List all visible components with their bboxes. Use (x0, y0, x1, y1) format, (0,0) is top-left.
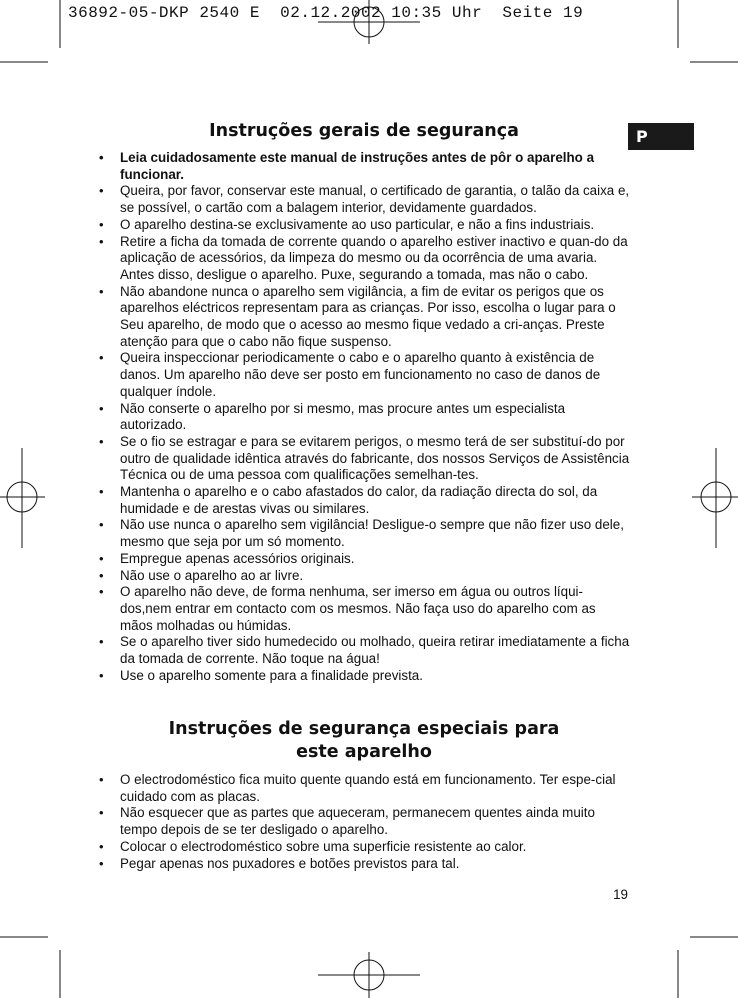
registration-mark-left (0, 448, 45, 548)
special-safety-list (120, 772, 630, 872)
section-title-general-safety: Instruções gerais de segurança (209, 121, 519, 141)
list-item: • Queira inspeccionar periodicamente o cabo e o aparelho quanto à existência de danos. Um aparelho não deve ser posto em funcionamento no caso de danos de qualquer índole. (120, 350, 630, 400)
list-item: • Empregue apenas acessórios originais. (120, 551, 630, 568)
list-item: • Se o fio se estragar e para se evitarem perigos, o mesmo terá de ser substituí-do por outro de qualidade idêntica através do fabricante, dos nossos Serviços de Assistência Técnica ou de uma pessoa com qualificações semelhan-tes. (120, 434, 630, 484)
section-title-special-safety (110, 718, 618, 764)
list-item: • O aparelho não deve, de forma nenhuma, ser imerso em água ou outros líqui-dos,nem entrar em contacto com os mesmos. Não faça uso do aparelho com as mãos molhadas ou húmidas. (120, 584, 630, 634)
list-item: • O aparelho destina-se exclusivamente ao uso particular, e não a fins industriais. (120, 217, 630, 234)
print-header: 36892-05-DKP 2540 E 02.12.2002 10:35 Uhr Seite 19 (68, 4, 584, 22)
list-item: • O electrodoméstico fica muito quente quando está em funcionamento. Ter espe-cial cuidado com as placas. (120, 772, 630, 805)
section-title-line: este aparelho (296, 742, 432, 762)
registration-mark-bottom (318, 952, 420, 998)
list-item: • Queira, por favor, conservar este manual, o certificado de garantia, o talão da caixa e, se possível, o cartão com a balagem interior, devidamente guardados. (120, 183, 630, 216)
language-tab: P (628, 123, 694, 150)
list-item: • Se o aparelho tiver sido humedecido ou molhado, queira retirar imediatamente a ficha da tomada de corrente. Não toque na água! (120, 634, 630, 667)
list-item: • Mantenha o aparelho e o cabo afastados do calor, da radiação directa do sol, da humidade e de arestas vivas ou similares. (120, 484, 630, 517)
list-item: • Colocar o electrodoméstico sobre uma superficie resistente ao calor. (120, 839, 630, 856)
list-item: • Leia cuidadosamente este manual de instruções antes de pôr o aparelho a funcionar. (120, 150, 630, 183)
general-safety-list (120, 150, 630, 685)
list-item: • Não abandone nunca o aparelho sem vigilância, a fim de evitar os perigos que os aparelhos eléctricos representam para as crianças. Por isso, escolha o lugar para o Seu aparelho, de modo que o acesso ao mesmo fique vedado a cri-anças. Preste atenção para que o cabo não fique suspenso. (120, 284, 630, 351)
list-item: • Pegar apenas nos puxadores e botões previstos para tal. (120, 856, 630, 873)
list-item: • Não use nunca o aparelho sem vigilância! Desligue-o sempre que não fizer uso dele, mesmo que seja por um só momento. (120, 517, 630, 550)
list-item: • Use o aparelho somente para a finalidade prevista. (120, 668, 630, 685)
registration-mark-right (692, 448, 738, 548)
list-item: • Não esquecer que as partes que aqueceram, permanecem quentes ainda muito tempo depois de se ter desligado o aparelho. (120, 805, 630, 838)
list-item: • Não conserte o aparelho por si mesmo, mas procure antes um especialista autorizado. (120, 401, 630, 434)
list-item: • Retire a ficha da tomada de corrente quando o aparelho estiver inactivo e quan-do da aplicação de acessórios, da limpeza do mesmo ou da ocorrência de uma avaria. Antes disso, desligue o aparelho. Puxe, segurando a tomada, mas não o cabo. (120, 234, 630, 284)
list-item: • Não use o aparelho ao ar livre. (120, 568, 630, 585)
section-title-line: Instruções de segurança especiais para (168, 719, 560, 739)
page-number: 19 (613, 887, 628, 902)
registration-mark-top (318, 0, 420, 44)
